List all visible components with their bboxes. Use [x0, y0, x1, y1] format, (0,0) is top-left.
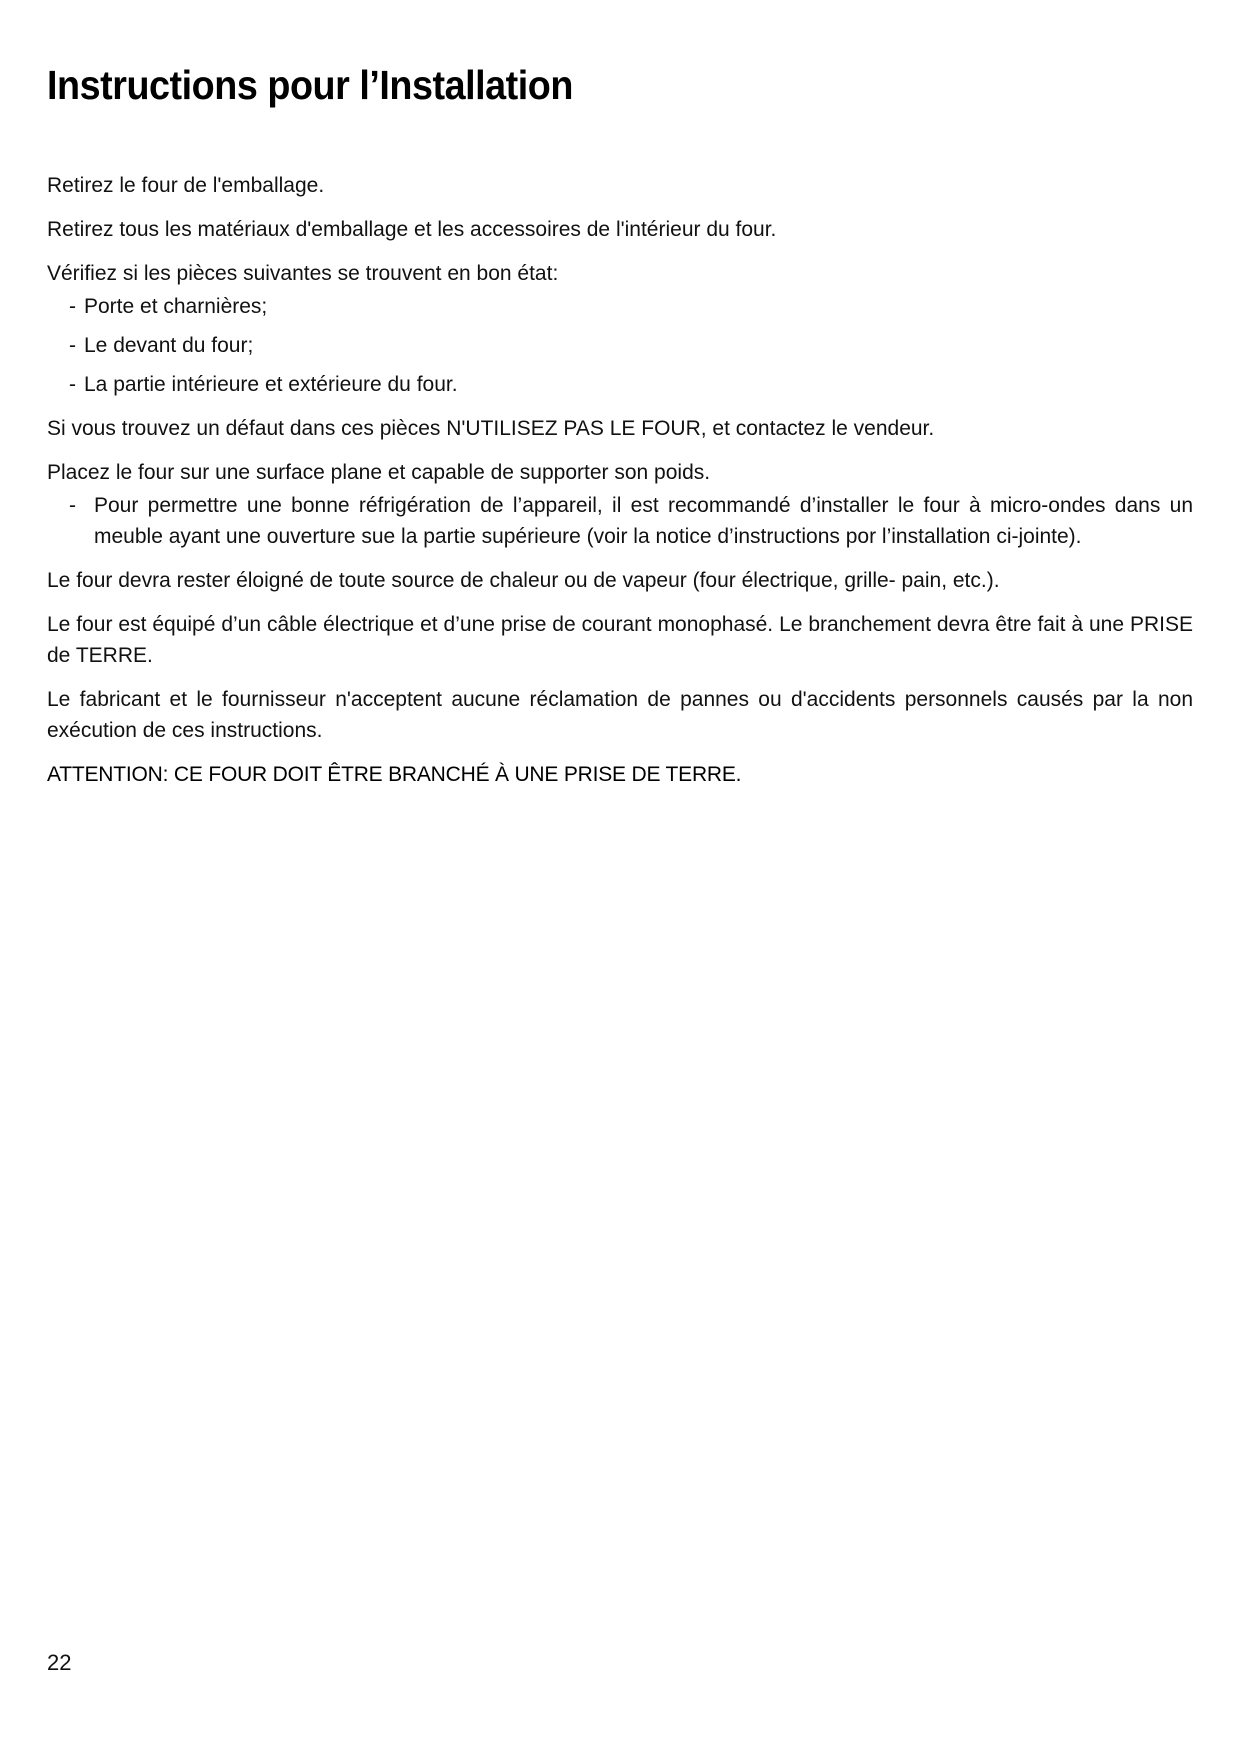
- list-item: [47, 291, 1193, 322]
- list-item-text: Le devant du four;: [84, 334, 254, 357]
- instruction-unpack: Retirez le four de l'emballage.: [47, 174, 325, 197]
- dash-bullet: -: [69, 334, 76, 357]
- dash-bullet: -: [69, 373, 76, 396]
- document-body: [47, 170, 1193, 790]
- dash-bullet: -: [69, 295, 76, 318]
- list-item: [47, 330, 1193, 361]
- instruction-placement: Placez le four sur une surface plane et capable de supporter son poids.: [47, 461, 711, 484]
- page-title: Instructions pour l’Installation: [47, 62, 573, 108]
- list-item: [47, 490, 1193, 552]
- page-number: 22: [47, 1650, 72, 1675]
- dash-bullet: -: [69, 494, 76, 517]
- grounding-warning: ATTENTION: CE FOUR DOIT ÊTRE BRANCHÉ À UNE PRISE DE TERRE.: [47, 763, 742, 786]
- ventilation-list: [47, 490, 1193, 552]
- check-parts-list: [47, 291, 1193, 400]
- instruction-liability: Le fabricant et le fournisseur n'acceptent aucune réclamation de pannes ou d'accidents personnels causés par la non exécution de ces instructions.: [47, 688, 1193, 742]
- ventilation-note: Pour permettre une bonne réfrigération de l’appareil, il est recommandé d’installer le four à micro-ondes dans un meuble ayant une ouverture sue la partie supérieure (voir la notice d’instructions por l’installation ci-jointe).: [94, 494, 1193, 548]
- instruction-power-cable: Le four est équipé d’un câble électrique et d’une prise de courant monophasé. Le branchement devra être fait à une PRISE de TERRE.: [47, 613, 1193, 667]
- instruction-defect-warning: Si vous trouvez un défaut dans ces pièces N'UTILISEZ PAS LE FOUR, et contactez le vendeur.: [47, 417, 935, 440]
- instruction-heat-sources: Le four devra rester éloigné de toute source de chaleur ou de vapeur (four électrique, grille- pain, etc.).: [47, 569, 1000, 592]
- list-item: [47, 369, 1193, 400]
- list-item-text: La partie intérieure et extérieure du four.: [84, 373, 458, 396]
- instruction-check-parts: Vérifiez si les pièces suivantes se trouvent en bon état:: [47, 262, 559, 285]
- document-page: [47, 0, 1193, 1755]
- instruction-remove-packaging: Retirez tous les matériaux d'emballage et les accessoires de l'intérieur du four.: [47, 218, 777, 241]
- list-item-text: Porte et charnières;: [84, 295, 268, 318]
